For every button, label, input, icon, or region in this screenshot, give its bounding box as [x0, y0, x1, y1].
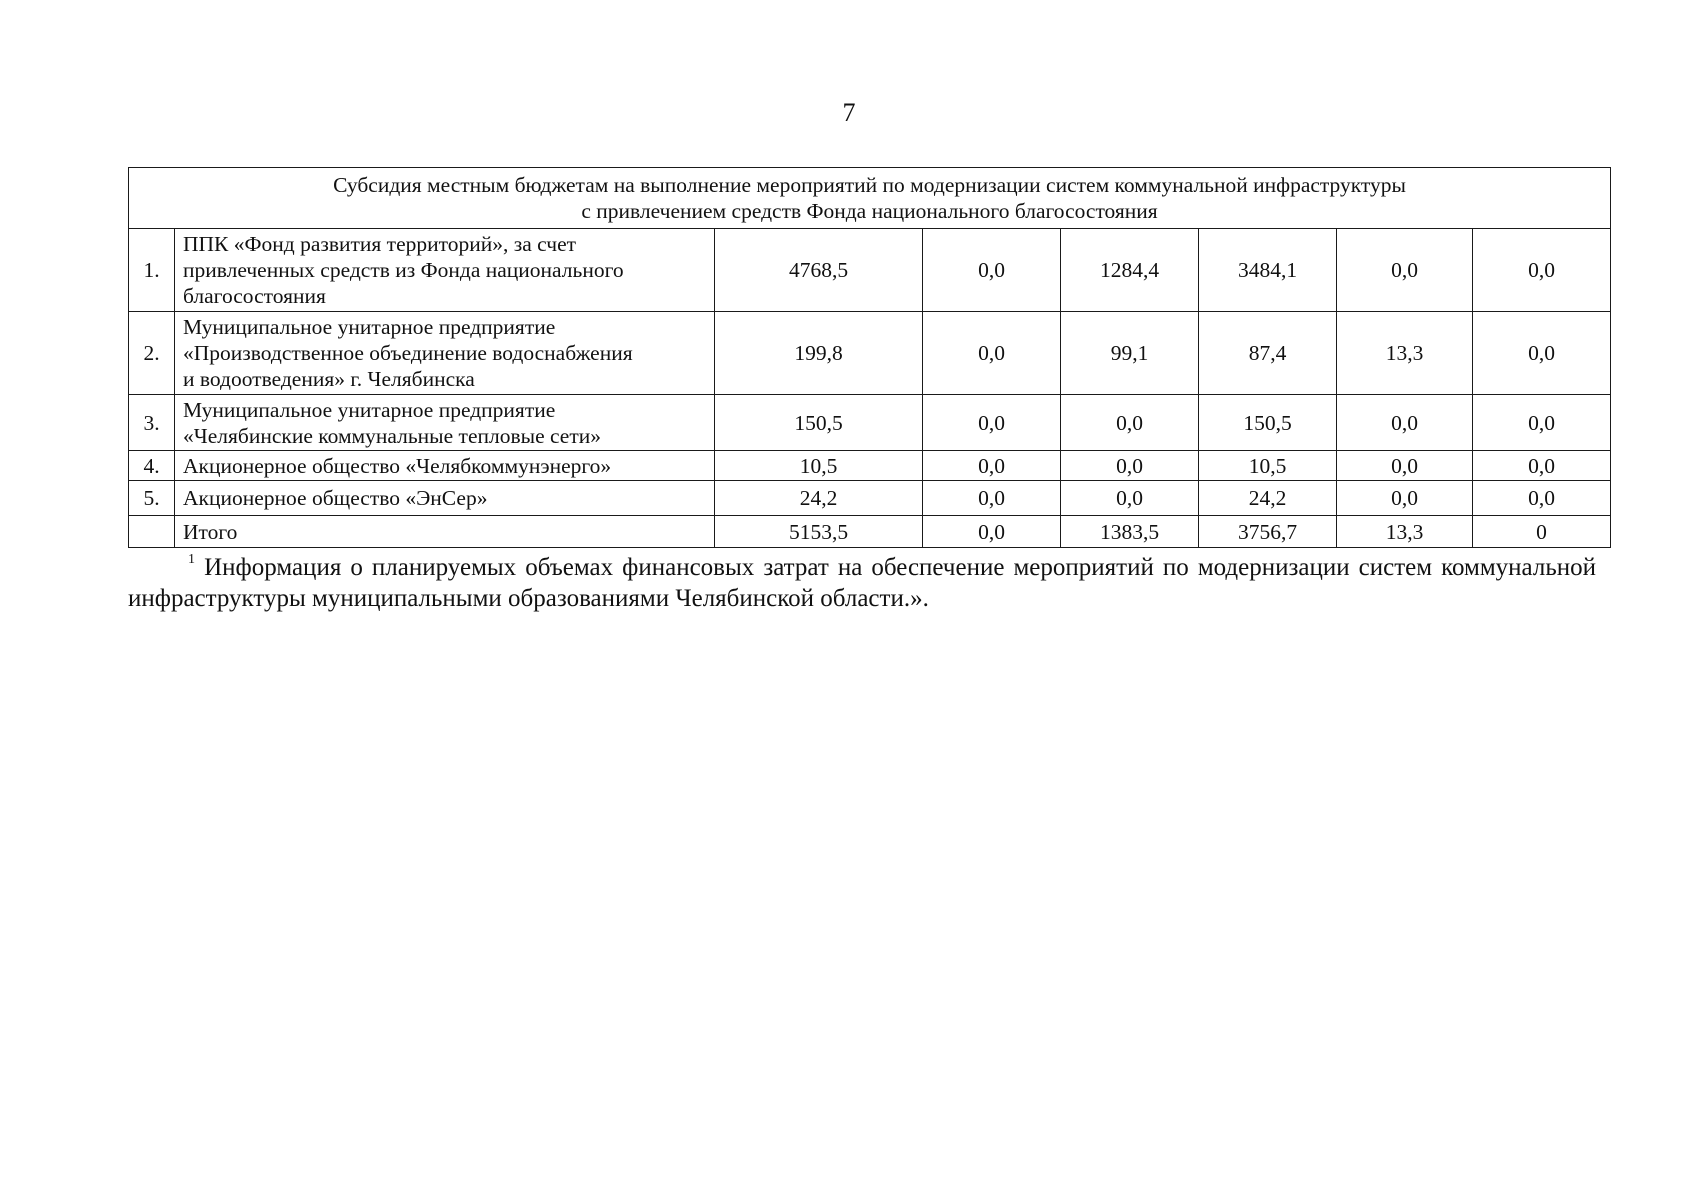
row-name	[175, 395, 715, 451]
value-cell: 99,1	[1061, 312, 1199, 395]
row-name-line: привлеченных средств из Фонда национального	[183, 258, 624, 282]
value-cell: 0,0	[923, 229, 1061, 312]
row-name-line: «Челябинские коммунальные тепловые сети»	[183, 423, 601, 448]
value-cell: 24,2	[1199, 481, 1337, 516]
value-cell: 10,5	[715, 451, 923, 481]
row-name-line: Акционерное общество «ЭнСер»	[183, 486, 488, 510]
footnote-text: Информация о планируемых объемах финансовых затрат на обеспечение мероприятий по модернизации систем коммунальной инфраструктуры муниципальными образованиями Челябинской области.».	[128, 554, 1596, 612]
footnote-marker: 1	[188, 552, 195, 567]
page-number: 7	[842, 98, 856, 127]
row-number: 4.	[129, 451, 175, 481]
total-row	[129, 516, 1611, 548]
row-name	[175, 312, 715, 395]
row-name	[175, 451, 715, 481]
value-cell: 0,0	[1061, 451, 1199, 481]
table-row	[129, 312, 1611, 395]
value-cell: 0,0	[1337, 451, 1473, 481]
value-cell: 0,0	[1337, 395, 1473, 451]
value-cell: 0,0	[923, 481, 1061, 516]
total-value-cell: 0	[1473, 516, 1611, 548]
value-cell: 0,0	[1337, 229, 1473, 312]
value-cell: 0,0	[1473, 229, 1611, 312]
value-cell: 13,3	[1337, 312, 1473, 395]
row-name-line: Муниципальное унитарное предприятие	[183, 315, 556, 339]
row-name-line: и водоотведения» г. Челябинска	[183, 367, 475, 391]
section-title-line-2: с привлечением средств Фонда национального благосостояния	[581, 199, 1158, 223]
row-name-line: Акционерное общество «Челябкоммунэнерго»	[183, 453, 612, 478]
value-cell: 24,2	[715, 481, 923, 516]
total-value-cell: 1383,5	[1061, 516, 1199, 548]
value-cell: 150,5	[715, 395, 923, 451]
section-header-cell	[129, 168, 1611, 229]
value-cell: 0,0	[1473, 395, 1611, 451]
total-value-cell: 0,0	[923, 516, 1061, 548]
table-row	[129, 229, 1611, 312]
total-value-cell: 13,3	[1337, 516, 1473, 548]
row-name-line: «Производственное объединение водоснабжения	[183, 341, 633, 365]
value-cell: 1284,4	[1061, 229, 1199, 312]
value-cell: 0,0	[1061, 481, 1199, 516]
table-row	[129, 451, 1611, 481]
row-name-line: ППК «Фонд развития территорий», за счет	[183, 232, 577, 256]
value-cell: 10,5	[1199, 451, 1337, 481]
total-value-cell: 3756,7	[1199, 516, 1337, 548]
row-name-line: благосостояния	[183, 284, 326, 308]
value-cell: 0,0	[923, 451, 1061, 481]
value-cell: 0,0	[923, 395, 1061, 451]
value-cell: 0,0	[1473, 481, 1611, 516]
value-cell: 4768,5	[715, 229, 923, 312]
footnote	[128, 552, 1596, 614]
row-number: 1.	[129, 229, 175, 312]
section-title-line-1: Субсидия местным бюджетам на выполнение мероприятий по модернизации систем коммунальной инфраструктуры	[333, 173, 1406, 197]
value-cell: 199,8	[715, 312, 923, 395]
subsidy-table	[128, 167, 1611, 548]
row-name	[175, 481, 715, 516]
value-cell: 0,0	[1061, 395, 1199, 451]
row-number: 5.	[129, 481, 175, 516]
value-cell: 0,0	[923, 312, 1061, 395]
total-label: Итого	[175, 516, 715, 548]
value-cell: 0,0	[1473, 451, 1611, 481]
value-cell: 0,0	[1473, 312, 1611, 395]
value-cell: 3484,1	[1199, 229, 1337, 312]
total-value-cell: 5153,5	[715, 516, 923, 548]
row-number: 3.	[129, 395, 175, 451]
row-number: 2.	[129, 312, 175, 395]
value-cell: 0,0	[1337, 481, 1473, 516]
table-row	[129, 481, 1611, 516]
total-number-cell	[129, 516, 175, 548]
table-row	[129, 395, 1611, 451]
value-cell: 87,4	[1199, 312, 1337, 395]
row-name	[175, 229, 715, 312]
row-name-line: Муниципальное унитарное предприятие	[183, 397, 556, 422]
value-cell: 150,5	[1199, 395, 1337, 451]
section-header-row	[129, 168, 1611, 229]
